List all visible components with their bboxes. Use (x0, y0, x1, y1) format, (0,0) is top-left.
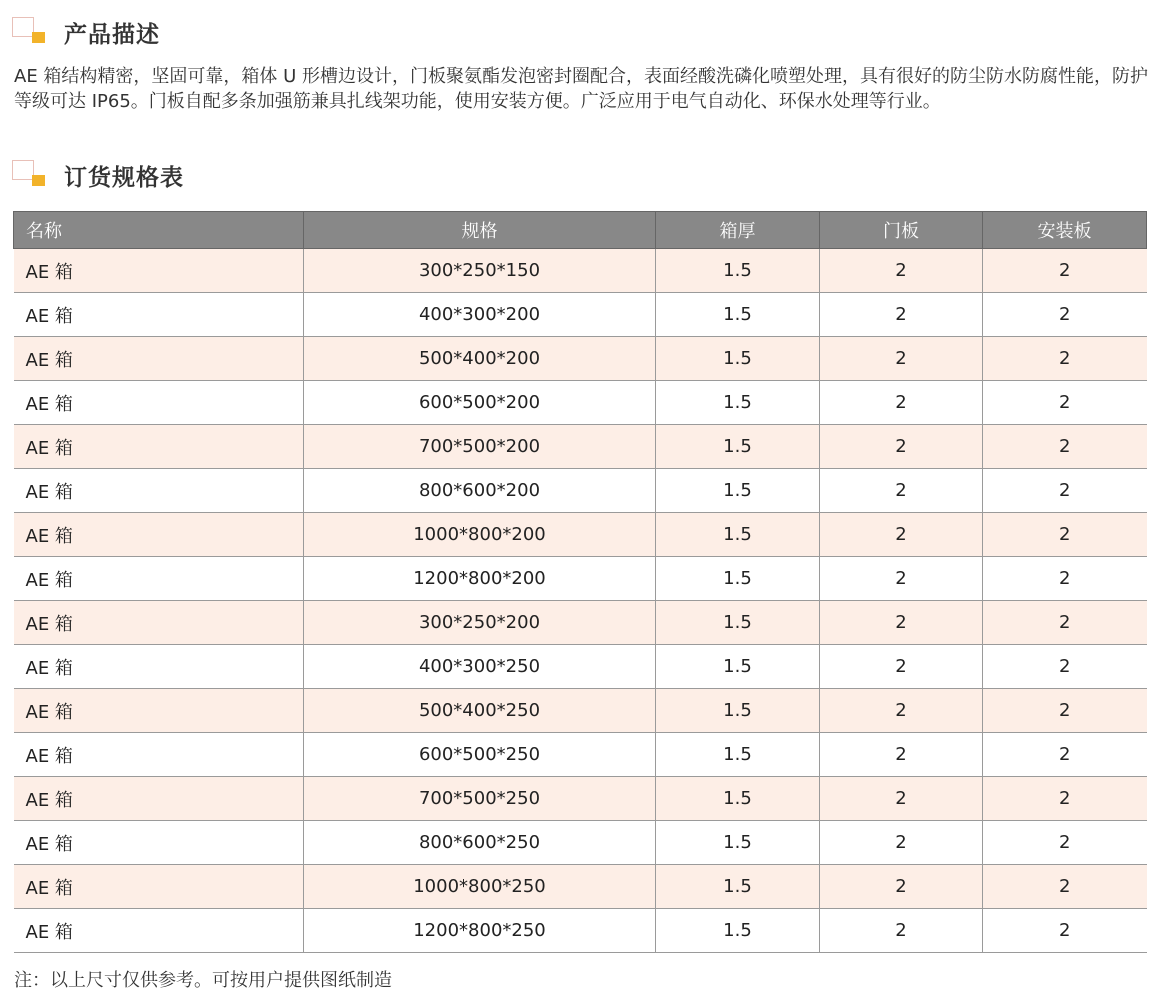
cell-spec: 300*250*200 (304, 601, 656, 645)
cell-name: AE 箱 (14, 645, 304, 689)
cell-mounting-plate: 2 (983, 293, 1147, 337)
cell-name: AE 箱 (14, 777, 304, 821)
cell-mounting-plate: 2 (983, 381, 1147, 425)
cell-door-panel: 2 (820, 249, 983, 293)
cell-mounting-plate: 2 (983, 601, 1147, 645)
cell-spec: 1200*800*200 (304, 557, 656, 601)
cell-thickness: 1.5 (656, 557, 820, 601)
cell-name: AE 箱 (14, 689, 304, 733)
product-description-title: 产品描述 (64, 21, 160, 48)
header-door-panel: 门板 (820, 212, 983, 249)
cell-door-panel: 2 (820, 293, 983, 337)
cell-spec: 800*600*250 (304, 821, 656, 865)
table-row (14, 777, 1147, 821)
cell-name: AE 箱 (14, 865, 304, 909)
header-thickness: 箱厚 (656, 212, 820, 249)
table-row (14, 557, 1147, 601)
cell-mounting-plate: 2 (983, 689, 1147, 733)
header-spec: 规格 (304, 212, 656, 249)
cell-mounting-plate: 2 (983, 425, 1147, 469)
cell-name: AE 箱 (14, 469, 304, 513)
cell-spec: 600*500*250 (304, 733, 656, 777)
cell-thickness: 1.5 (656, 513, 820, 557)
section-marker-icon (12, 160, 46, 190)
cell-door-panel: 2 (820, 469, 983, 513)
table-row (14, 865, 1147, 909)
cell-thickness: 1.5 (656, 381, 820, 425)
cell-thickness: 1.5 (656, 469, 820, 513)
cell-door-panel: 2 (820, 909, 983, 953)
cell-thickness: 1.5 (656, 733, 820, 777)
cell-thickness: 1.5 (656, 425, 820, 469)
cell-door-panel: 2 (820, 601, 983, 645)
cell-thickness: 1.5 (656, 821, 820, 865)
cell-thickness: 1.5 (656, 777, 820, 821)
cell-door-panel: 2 (820, 733, 983, 777)
cell-name: AE 箱 (14, 909, 304, 953)
cell-spec: 400*300*250 (304, 645, 656, 689)
cell-name: AE 箱 (14, 601, 304, 645)
cell-thickness: 1.5 (656, 645, 820, 689)
cell-spec: 500*400*250 (304, 689, 656, 733)
section-marker-icon (12, 17, 46, 47)
table-row (14, 733, 1147, 777)
cell-name: AE 箱 (14, 557, 304, 601)
cell-name: AE 箱 (14, 821, 304, 865)
table-row (14, 821, 1147, 865)
table-row (14, 425, 1147, 469)
cell-name: AE 箱 (14, 733, 304, 777)
cell-spec: 1000*800*250 (304, 865, 656, 909)
table-row (14, 645, 1147, 689)
footnote: 注：以上尺寸仅供参考。可按用户提供图纸制造 (14, 970, 392, 991)
cell-thickness: 1.5 (656, 909, 820, 953)
table-header-row (14, 212, 1147, 249)
cell-spec: 700*500*250 (304, 777, 656, 821)
cell-mounting-plate: 2 (983, 865, 1147, 909)
cell-door-panel: 2 (820, 777, 983, 821)
cell-thickness: 1.5 (656, 689, 820, 733)
cell-door-panel: 2 (820, 821, 983, 865)
cell-name: AE 箱 (14, 381, 304, 425)
order-spec-title: 订货规格表 (64, 164, 184, 191)
cell-name: AE 箱 (14, 513, 304, 557)
product-description-text: AE 箱结构精密，坚固可靠，箱体 U 形槽边设计，门板聚氨酯发泡密封圈配合，表面经酸洗磷化喷塑处理，具有很好的防尘防水防腐性能，防护等级可达 IP65。门板自配多条加强筋兼具扎线架功能，使用安装方便。广泛应用于电气自动化、环保水处理等行业。 (14, 66, 1149, 112)
cell-door-panel: 2 (820, 865, 983, 909)
table-row (14, 909, 1147, 953)
cell-thickness: 1.5 (656, 293, 820, 337)
cell-thickness: 1.5 (656, 249, 820, 293)
cell-name: AE 箱 (14, 337, 304, 381)
cell-thickness: 1.5 (656, 865, 820, 909)
cell-door-panel: 2 (820, 425, 983, 469)
table-row (14, 689, 1147, 733)
cell-spec: 1200*800*250 (304, 909, 656, 953)
cell-spec: 500*400*200 (304, 337, 656, 381)
cell-mounting-plate: 2 (983, 513, 1147, 557)
cell-door-panel: 2 (820, 381, 983, 425)
cell-name: AE 箱 (14, 249, 304, 293)
table-row (14, 513, 1147, 557)
cell-mounting-plate: 2 (983, 909, 1147, 953)
cell-spec: 800*600*200 (304, 469, 656, 513)
spec-table-body (14, 249, 1147, 953)
cell-mounting-plate: 2 (983, 733, 1147, 777)
cell-thickness: 1.5 (656, 601, 820, 645)
table-row (14, 293, 1147, 337)
cell-door-panel: 2 (820, 557, 983, 601)
order-spec-heading (12, 157, 184, 193)
table-row (14, 381, 1147, 425)
cell-spec: 700*500*200 (304, 425, 656, 469)
cell-door-panel: 2 (820, 337, 983, 381)
cell-mounting-plate: 2 (983, 777, 1147, 821)
cell-thickness: 1.5 (656, 337, 820, 381)
header-name: 名称 (14, 212, 304, 249)
cell-mounting-plate: 2 (983, 821, 1147, 865)
cell-mounting-plate: 2 (983, 557, 1147, 601)
cell-mounting-plate: 2 (983, 337, 1147, 381)
cell-name: AE 箱 (14, 425, 304, 469)
cell-door-panel: 2 (820, 645, 983, 689)
product-description-heading (12, 14, 160, 50)
cell-spec: 600*500*200 (304, 381, 656, 425)
cell-door-panel: 2 (820, 689, 983, 733)
table-row (14, 601, 1147, 645)
cell-mounting-plate: 2 (983, 469, 1147, 513)
table-row (14, 469, 1147, 513)
cell-spec: 1000*800*200 (304, 513, 656, 557)
cell-spec: 400*300*200 (304, 293, 656, 337)
header-mounting-plate: 安装板 (983, 212, 1147, 249)
cell-spec: 300*250*150 (304, 249, 656, 293)
cell-mounting-plate: 2 (983, 249, 1147, 293)
cell-mounting-plate: 2 (983, 645, 1147, 689)
spec-table (13, 211, 1147, 953)
cell-door-panel: 2 (820, 513, 983, 557)
cell-name: AE 箱 (14, 293, 304, 337)
table-row (14, 337, 1147, 381)
table-row (14, 249, 1147, 293)
